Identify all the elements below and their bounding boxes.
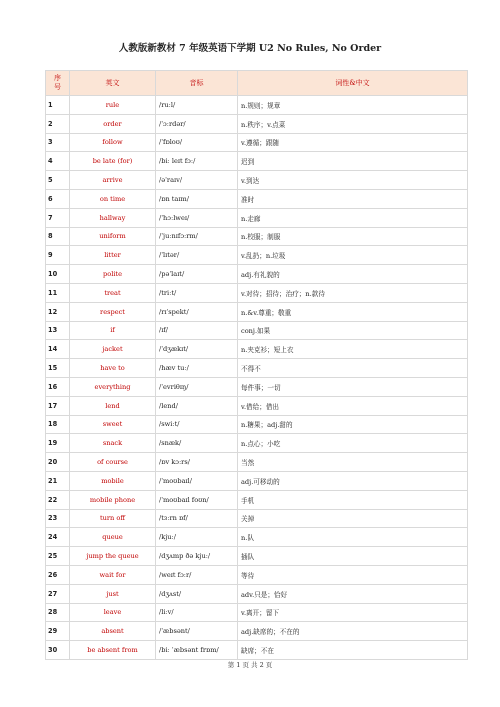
meaning: adj.有礼貌的 [238,265,468,284]
phonetic: /ˈæbsənt/ [156,622,238,641]
header-meaning: 词性&中文 [238,71,468,96]
table-row [46,114,468,133]
english-word: lend [70,396,156,415]
row-number: 22 [46,490,70,509]
english-word: be absent from [70,641,156,660]
row-number: 27 [46,584,70,603]
table-row [46,453,468,472]
table-row [46,340,468,359]
meaning: n.秩序；v.点菜 [238,114,468,133]
row-number: 9 [46,246,70,265]
page-footer: 第 1 页 共 2 页 [227,661,273,669]
row-number: 8 [46,227,70,246]
meaning: adj.缺席的；不在的 [238,622,468,641]
table-row [46,321,468,340]
row-number: 11 [46,283,70,302]
english-word: jacket [70,340,156,359]
row-number: 26 [46,565,70,584]
meaning: n.夹克衫；短上衣 [238,340,468,359]
row-number: 2 [46,114,70,133]
meaning: v.离开；留下 [238,603,468,622]
phonetic: /ɪf/ [156,321,238,340]
phonetic: /dʒʌst/ [156,584,238,603]
meaning: v.对待；招待；治疗；n.款待 [238,283,468,302]
table-row [46,509,468,528]
row-number: 13 [46,321,70,340]
table-row [46,171,468,190]
english-word: rule [70,96,156,115]
phonetic: /əˈraɪv/ [156,171,238,190]
row-number: 25 [46,547,70,566]
meaning: 不得不 [238,359,468,378]
meaning: conj.如果 [238,321,468,340]
phonetic: /ɒn taɪm/ [156,189,238,208]
meaning: 插队 [238,547,468,566]
phonetic: /ˈdʒækɪt/ [156,340,238,359]
row-number: 15 [46,359,70,378]
table-row [46,565,468,584]
english-word: leave [70,603,156,622]
english-word: mobile [70,471,156,490]
english-word: hallway [70,208,156,227]
row-number: 29 [46,622,70,641]
table-row [46,133,468,152]
table-row [46,415,468,434]
phonetic: /swiːt/ [156,415,238,434]
english-word: queue [70,528,156,547]
meaning: n.&v.尊重；敬重 [238,302,468,321]
table-row [46,265,468,284]
row-number: 14 [46,340,70,359]
english-word: absent [70,622,156,641]
meaning: adj.可移动的 [238,471,468,490]
meaning: v.遵循；跟随 [238,133,468,152]
row-number: 20 [46,453,70,472]
document-title: 人教版新教材 7 年级英语下学期 U2 No Rules, No Order [118,43,382,54]
phonetic: /triːt/ [156,283,238,302]
phonetic: /ˈfɒloʊ/ [156,133,238,152]
phonetic: /rɪˈspekt/ [156,302,238,321]
meaning: n.规则；规章 [238,96,468,115]
meaning: n.糖果；adj.甜的 [238,415,468,434]
row-number: 7 [46,208,70,227]
table-row [46,227,468,246]
row-number: 4 [46,152,70,171]
table-row [46,547,468,566]
table-row [46,641,468,660]
row-number: 5 [46,171,70,190]
table-row [46,246,468,265]
vocabulary-table [45,70,468,660]
row-number: 16 [46,377,70,396]
table-row [46,528,468,547]
table-row [46,152,468,171]
meaning: v.到达 [238,171,468,190]
phonetic: /liːv/ [156,603,238,622]
english-word: have to [70,359,156,378]
vocabulary-rows [46,96,468,660]
phonetic: /lend/ [156,396,238,415]
table-row [46,377,468,396]
row-number: 1 [46,96,70,115]
english-word: if [70,321,156,340]
row-number: 12 [46,302,70,321]
meaning: 迟到 [238,152,468,171]
row-number: 24 [46,528,70,547]
meaning: 关掉 [238,509,468,528]
row-number: 19 [46,434,70,453]
row-number: 17 [46,396,70,415]
meaning: 当然 [238,453,468,472]
row-number: 23 [46,509,70,528]
table-row [46,189,468,208]
table-row [46,96,468,115]
row-number: 6 [46,189,70,208]
meaning: 每件事；一切 [238,377,468,396]
english-word: snack [70,434,156,453]
table-row [46,471,468,490]
phonetic: /biː ˈæbsənt frɒm/ [156,641,238,660]
header-english: 英文 [70,71,156,96]
phonetic: /hæv tuː/ [156,359,238,378]
meaning: v.借给；借出 [238,396,468,415]
phonetic: /tɜːrn ɒf/ [156,509,238,528]
table-row [46,603,468,622]
english-word: uniform [70,227,156,246]
phonetic: /dʒʌmp ðə kjuː/ [156,547,238,566]
meaning: 等待 [238,565,468,584]
table-row [46,434,468,453]
phonetic: /kjuː/ [156,528,238,547]
english-word: of course [70,453,156,472]
phonetic: /ˈlɪtər/ [156,246,238,265]
header-number: 序 号 [46,71,70,96]
english-word: turn off [70,509,156,528]
english-word: wait for [70,565,156,584]
table-row [46,359,468,378]
english-word: sweet [70,415,156,434]
meaning: adv.只是；恰好 [238,584,468,603]
table-row [46,302,468,321]
phonetic: /weɪt fɔːr/ [156,565,238,584]
phonetic: /ɒv kɔːrs/ [156,453,238,472]
phonetic: /ˈmoʊbaɪl/ [156,471,238,490]
meaning: n.点心；小吃 [238,434,468,453]
meaning: n.队 [238,528,468,547]
meaning: n.校服；制服 [238,227,468,246]
table-row [46,490,468,509]
english-word: just [70,584,156,603]
meaning: v.乱扔；n.垃圾 [238,246,468,265]
table-header-row [46,71,468,96]
phonetic: /pəˈlaɪt/ [156,265,238,284]
table-row [46,208,468,227]
meaning: 缺席；不在 [238,641,468,660]
english-word: polite [70,265,156,284]
english-word: everything [70,377,156,396]
row-number: 30 [46,641,70,660]
english-word: order [70,114,156,133]
meaning: 准时 [238,189,468,208]
row-number: 28 [46,603,70,622]
english-word: treat [70,283,156,302]
english-word: jump the queue [70,547,156,566]
header-phonetic: 音标 [156,71,238,96]
phonetic: /biː leɪt fɔː/ [156,152,238,171]
row-number: 18 [46,415,70,434]
row-number: 10 [46,265,70,284]
meaning: 手机 [238,490,468,509]
english-word: arrive [70,171,156,190]
table-row [46,584,468,603]
phonetic: /ˈɔːrdər/ [156,114,238,133]
english-word: be late (for) [70,152,156,171]
phonetic: /ruːl/ [156,96,238,115]
english-word: respect [70,302,156,321]
phonetic: /ˈhɔːlweɪ/ [156,208,238,227]
table-row [46,396,468,415]
phonetic: /ˈevriθɪŋ/ [156,377,238,396]
english-word: follow [70,133,156,152]
phonetic: /snæk/ [156,434,238,453]
phonetic: /ˈmoʊbaɪl foʊn/ [156,490,238,509]
row-number: 21 [46,471,70,490]
row-number: 3 [46,133,70,152]
table-row [46,622,468,641]
meaning: n.走廊 [238,208,468,227]
english-word: on time [70,189,156,208]
english-word: mobile phone [70,490,156,509]
table-row [46,283,468,302]
phonetic: /ˈjuːnɪfɔːrm/ [156,227,238,246]
english-word: litter [70,246,156,265]
